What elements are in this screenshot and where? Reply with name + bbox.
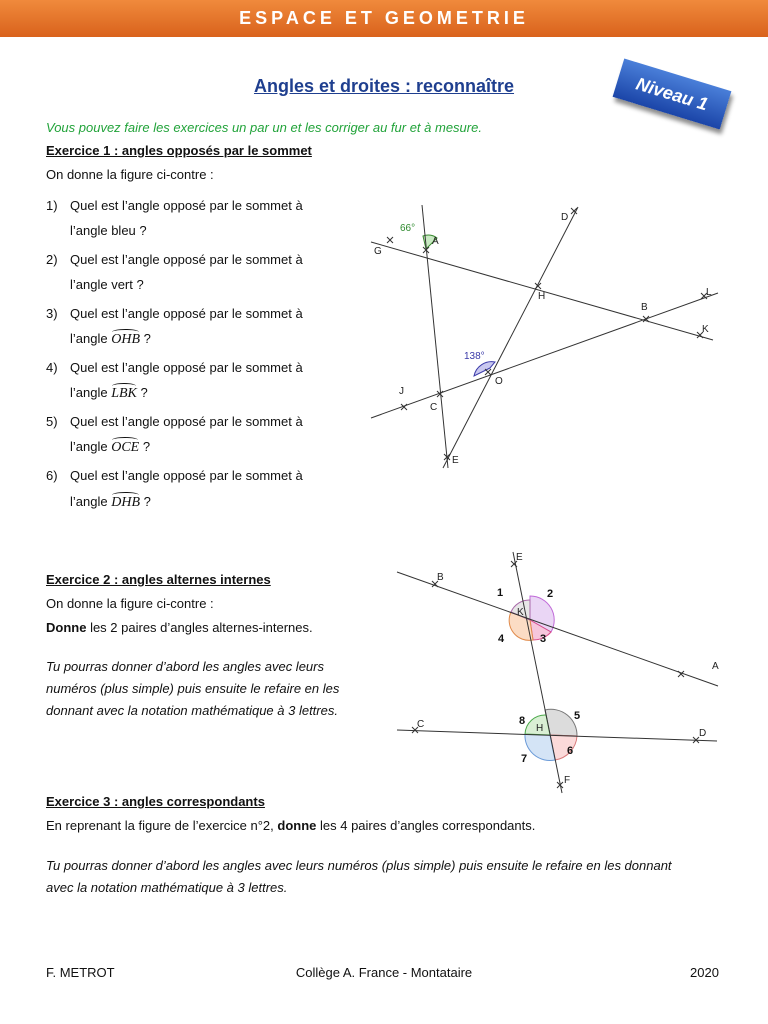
ex3-title: Exercice 3 : angles correspondants — [46, 794, 265, 809]
angle-word: l’angle — [70, 331, 108, 346]
question-line: Quel est l’angle opposé par le sommet à — [70, 414, 303, 429]
page-title: Angles et droites : reconnaître — [253, 76, 515, 96]
ex2-hint-line: numéros (plus simple) puis ensuite le refaire en les — [46, 681, 340, 696]
ex3-hint-line: Tu pourras donner d’abord les angles avec leurs numéros (plus simple) puis ensuite le refaire en les donnant — [46, 858, 672, 873]
point-label-k: K — [702, 324, 709, 335]
question-line: Quel est l’angle opposé par le sommet à — [70, 360, 303, 375]
line-ba — [397, 572, 718, 686]
point-label-j: J — [399, 386, 404, 397]
angle-number-4: 4 — [498, 633, 505, 645]
point-label-o: O — [495, 376, 503, 387]
angle-number-6: 6 — [567, 745, 574, 757]
ex3-hint-line: avec la notation mathématique à 3 lettres. — [46, 880, 288, 895]
question-number: 1) — [46, 198, 58, 213]
point-label-e: E — [452, 455, 459, 466]
bold-verb: donne — [277, 818, 317, 833]
point-label-a: A — [432, 236, 439, 247]
blue-angle-label: 138° — [464, 351, 485, 362]
angle-number-5: 5 — [574, 710, 581, 722]
banner-title: ESPACE ET GEOMETRIE — [239, 8, 529, 28]
point-label-a2: A — [712, 661, 719, 672]
ex3-instruction — [46, 818, 535, 834]
question-mark: ? — [143, 331, 151, 346]
ex1-title: Exercice 1 : angles opposés par le sommet — [46, 143, 312, 158]
question-line: Quel est l’angle opposé par le sommet à — [70, 306, 303, 321]
intro-text: Vous pouvez faire les exercices un par un et les corriger au fur et à mesure. — [46, 120, 482, 135]
angle-word: l’angle — [70, 385, 108, 400]
point-label-d2: D — [699, 728, 707, 739]
green-angle-label: 66° — [400, 223, 416, 234]
point-label-l: L — [706, 287, 712, 298]
footer-author: F. METROT — [46, 965, 115, 980]
angle-notation: OHB — [111, 332, 140, 347]
point-label-k2: K — [517, 607, 524, 618]
point-label-c: C — [430, 402, 438, 413]
point-label-b2: B — [437, 572, 444, 583]
point-label-h2: H — [536, 723, 544, 734]
angle-number-1: 1 — [497, 587, 504, 599]
ex2-title: Exercice 2 : angles alternes internes — [46, 572, 271, 587]
question-mark: ? — [140, 385, 148, 400]
question-line: Quel est l’angle opposé par le sommet à — [70, 198, 303, 213]
angle-number-2: 2 — [547, 588, 554, 600]
point-label-e2: E — [516, 552, 523, 563]
point-label-f2: F — [564, 775, 571, 786]
angle-number-3: 3 — [540, 633, 547, 645]
angle-number-7: 7 — [521, 753, 528, 765]
angle-notation: DHB — [111, 495, 140, 510]
question-line: Quel est l’angle opposé par le sommet à — [70, 468, 303, 483]
instruction-start: En reprenant la figure de l’exercice n°2, — [46, 818, 278, 833]
ex1-lead: On donne la figure ci-contre : — [46, 167, 214, 182]
question-line: l’angle bleu ? — [70, 223, 147, 238]
question-mark: ? — [142, 439, 151, 454]
question-mark: ? — [143, 494, 151, 509]
instruction-rest: les 2 paires d’angles alternes-internes. — [86, 620, 313, 635]
angle-notation: OCE — [111, 440, 140, 455]
question-number: 5) — [46, 414, 58, 429]
angle-number-8: 8 — [519, 715, 526, 727]
question-number: 3) — [46, 306, 58, 321]
instruction-rest: les 4 paires d’angles correspondants. — [316, 818, 536, 833]
point-label-b: B — [641, 302, 648, 313]
point-label-h: H — [538, 291, 546, 302]
bold-verb: Donne — [46, 620, 87, 635]
footer-school: Collège A. France - Montataire — [295, 965, 473, 980]
angle-notation: LBK — [111, 386, 137, 401]
point-label-c2: C — [417, 719, 425, 730]
angle-word: l’angle — [70, 439, 108, 454]
level-badge: Niveau 1 — [613, 59, 732, 130]
ex2-hint-line: Tu pourras donner d’abord les angles avec leurs — [46, 659, 324, 674]
point-label-g: G — [374, 246, 382, 257]
ex2-lead: On donne la figure ci-contre : — [46, 596, 214, 611]
ex2-hint-line: donnant avec la notation mathématique à 3 lettres. — [46, 703, 338, 718]
question-line: Quel est l’angle opposé par le sommet à — [70, 252, 303, 267]
question-number: 2) — [46, 252, 58, 267]
question-number: 6) — [46, 468, 58, 483]
footer-year: 2020 — [690, 965, 719, 980]
question-line: l’angle vert ? — [70, 277, 144, 292]
question-number: 4) — [46, 360, 58, 375]
angle-word: l’angle — [70, 494, 108, 509]
point-label-d: D — [561, 212, 569, 223]
